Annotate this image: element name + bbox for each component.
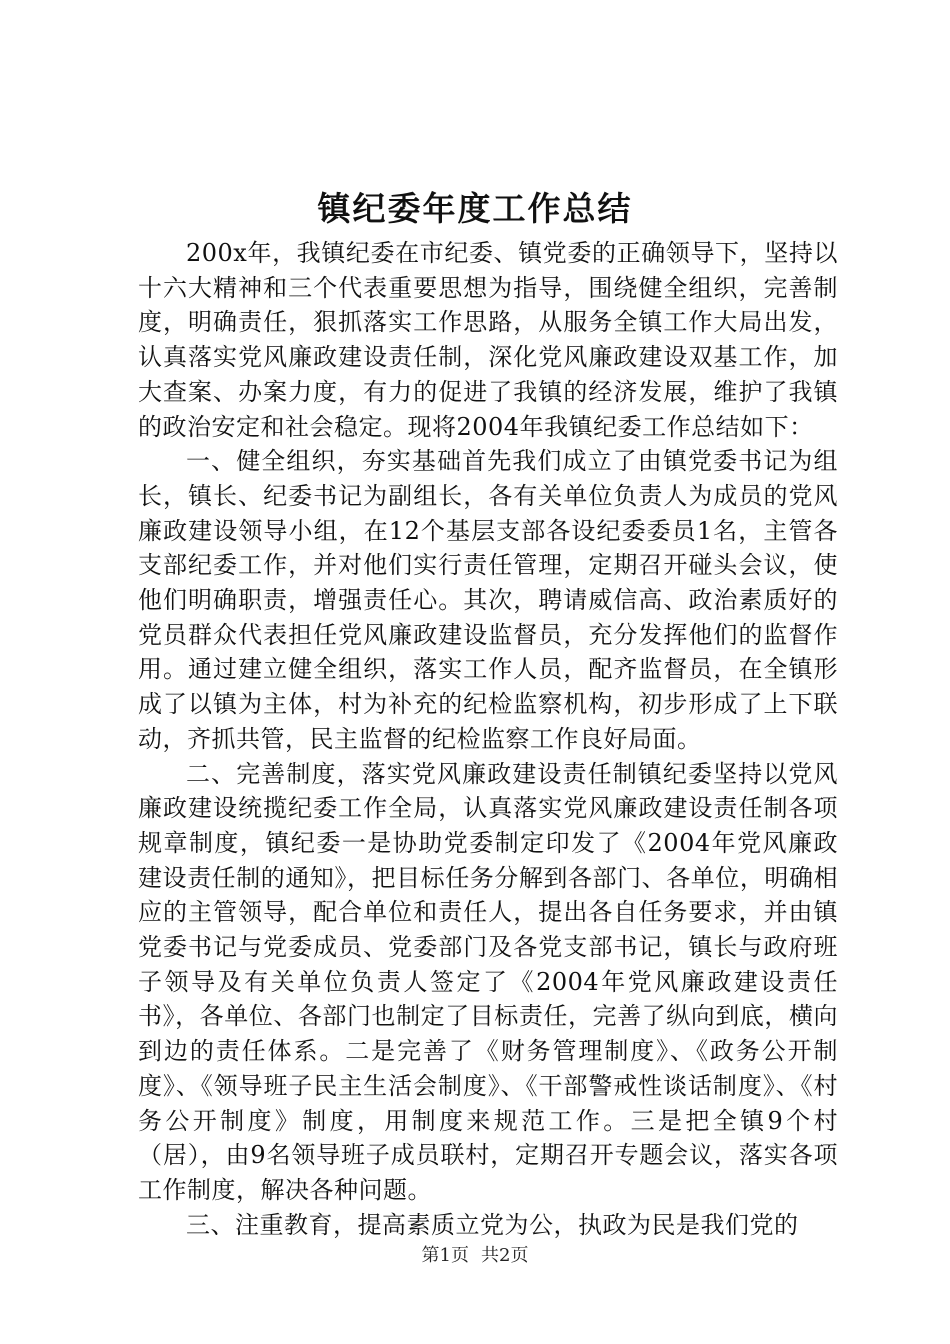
page-total: 共2页 [481, 1245, 529, 1266]
paragraph-section-3: 三、注重教育，提高素质立党为公，执政为民是我们党的 [186, 1210, 799, 1239]
document-body [138, 236, 838, 1242]
page-number: 第1页 [421, 1245, 469, 1266]
paragraph-section-2: 二、完善制度，落实党风廉政建设责任制镇纪委坚持以党风廉政建设统揽纪委工作全局，认真落实党风廉政建设责任制各项规章制度，镇纪委一是协助党委制定印发了《2004年党风廉政建设责任制的通知》，把目标任务分解到各部门、各单位，明确相应的主管领导，配合单位和责任人，提出各自任务要求，并由镇党委书记与党委成员、党委部门及各党支部书记，镇长与政府班子领导及有关单位负责人签定了《2004年党风廉政建设责任书》，各单位、各部门也制定了目标责任，完善了纵向到底，横向到边的责任体系。二是完善了《财务管理制度》、《政务公开制度》、《领导班子民主生活会制度》、《干部警戒性谈话制度》、《村务公开制度》制度，用制度来规范工作。三是把全镇9个村（居），由9名领导班子成员联村，定期召开专题会议，落实各项工作制度，解决各种问题。 [138, 759, 838, 1204]
page-footer [0, 1242, 950, 1270]
document-title: 镇纪委年度工作总结 [317, 189, 633, 228]
paragraph-intro: 200x年，我镇纪委在市纪委、镇党委的正确领导下，坚持以十六大精神和三个代表重要思想为指导，围绕健全组织，完善制度，明确责任，狠抓落实工作思路，从服务全镇工作大局出发，认真落实党风廉政建设责任制，深化党风廉政建设双基工作，加大查案、办案力度，有力的促进了我镇的经济发展，维护了我镇的政治安定和社会稳定。现将2004年我镇纪委工作总结如下： [138, 239, 838, 441]
paragraph-section-1: 一、健全组织，夯实基础首先我们成立了由镇党委书记为组长，镇长、纪委书记为副组长，各有关单位负责人为成员的党风廉政建设领导小组，在12个基层支部各设纪委委员1名，主管各支部纪委工作，并对他们实行责任管理，定期召开碰头会议，使他们明确职责，增强责任心。其次，聘请威信高、政治素质好的党员群众代表担任党风廉政建设监督员，充分发挥他们的监督作用。通过建立健全组织，落实工作人员，配齐监督员，在全镇形成了以镇为主体，村为补充的纪检监察机构，初步形成了上下联动，齐抓共管，民主监督的纪检监察工作良好局面。 [138, 447, 838, 753]
